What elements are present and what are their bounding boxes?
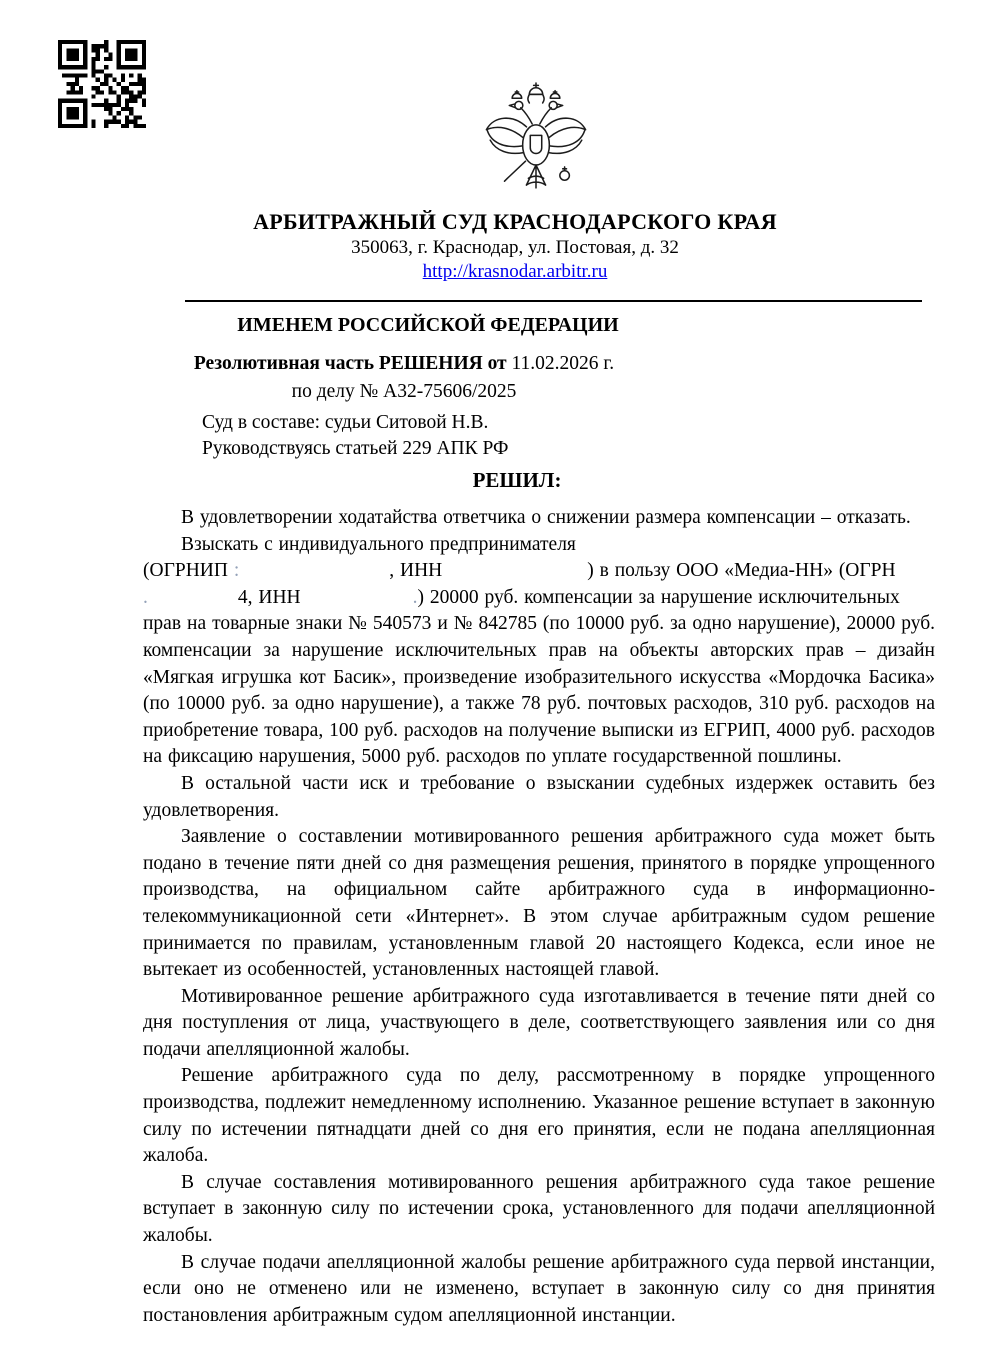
redacted-gap xyxy=(148,602,238,603)
qr-code xyxy=(57,40,147,128)
court-name-heading: АРБИТРАЖНЫЙ СУД КРАСНОДАРСКОГО КРАЯ xyxy=(253,209,777,234)
redacted-gap xyxy=(239,575,389,576)
in-the-name-heading: ИМЕНЕМ РОССИЙСКОЙ ФЕДЕРАЦИИ xyxy=(237,314,619,336)
resolutive-part-date: 11.02.2026 г. xyxy=(506,353,615,374)
paragraph: В удовлетворении ходатайства ответчика о снижении размера компенсации – отказать. xyxy=(181,507,911,528)
paragraph: Взыскать с индивидуального предпринимателя xyxy=(181,533,576,555)
paragraph: прав на товарные знаки № 540573 и № 842785 (по 10000 руб. за одно нарушение), 20000 руб. компенсации за нарушение исключительных прав на объекты авторских прав – дизайн «Мягкая игрушка кот Басик», произведение изобразительного искусства «Мордочка Басика» (по 10000 руб. за одно нарушение), а также 78 руб. почтовых расходов, 310 руб. расходов на приобретение товара, 100 руб. расходов на получение выписки из ЕГРИП, 4000 руб. расходов на фиксацию нарушения, 5000 руб. расходов по уплате государственной пошлины. xyxy=(143,613,935,768)
redacted-gap xyxy=(442,575,587,576)
text-segment: ) в пользу ООО «Медиа-НН» (ОГРН xyxy=(587,560,896,582)
redacted-gap xyxy=(301,602,413,603)
paragraph: Решение арбитражного суда по делу, рассмотренному в порядке упрощенного производства, подлежит немедленному исполнению. Указанное решение вступает в законную силу по истечении пятнадцати дней со дня его принятия, если не подана апелляционная жалоба. xyxy=(143,1065,935,1167)
guided-by-line: Руководствуясь статьей 229 АПК РФ xyxy=(202,438,509,459)
redaction-remnant: . xyxy=(412,586,418,608)
case-number-line: по делу № А32-75606/2025 xyxy=(291,381,517,402)
decision-body xyxy=(143,500,935,1329)
paragraph: Заявление о составлении мотивированного решения арбитражного суда может быть подано в течение пяти дней со дня размещения решения, принятого в порядке упрощенного производства, на официальном сайте арбитражного суда в информационно-телекоммуникационной сети «Интернет». В этом случае арбитражным судом решение принимается по правилам, установленным главой 20 настоящего Кодекса, если иное не вытекает из особенностей, установленных настоящей главой. xyxy=(143,826,935,981)
header-divider-line xyxy=(185,300,922,302)
paragraph: Мотивированное решение арбитражного суда изготавливается в течение пяти дней со дня поступления от лица, участвующего в деле, соответствующего заявления или со дня подачи апелляционной жалобы. xyxy=(143,985,935,1060)
resolutive-part-label: Резолютивная часть РЕШЕНИЯ от xyxy=(193,353,507,374)
paragraph: В остальной части иск и требование о взыскании судебных издержек оставить без удовлетворения. xyxy=(143,772,935,821)
resolutive-part-line xyxy=(143,353,665,375)
decided-heading: РЕШИЛ: xyxy=(472,468,562,492)
text-segment: (ОГРНИП xyxy=(143,560,234,582)
russian-coat-of-arms-icon xyxy=(477,82,595,206)
redaction-remnant: : xyxy=(233,560,240,582)
text-segment: , ИНН xyxy=(389,560,443,582)
paragraph xyxy=(143,558,935,585)
paragraph: В случае составления мотивированного решения арбитражного суда такое решение вступает в законную силу по истечении срока, установленного для подачи апелляционной жалобы. xyxy=(143,1171,935,1247)
paragraph xyxy=(143,585,935,612)
court-composition-line: Суд в составе: судьи Ситовой Н.В. xyxy=(202,412,489,433)
redaction-remnant: . xyxy=(143,586,148,608)
text-segment: 4, ИНН xyxy=(237,586,301,608)
court-address: 350063, г. Краснодар, ул. Постовая, д. 32 xyxy=(351,237,679,258)
paragraph: В случае подачи апелляционной жалобы решение арбитражного суда первой инстанции, если оно не отменено или не изменено, вступает в законную силу со дня принятия постановления арбитражным судом апелляционной инстанции. xyxy=(143,1251,935,1326)
text-segment: ) 20000 руб. компенсации за нарушение исключительных xyxy=(417,586,900,608)
court-website-link[interactable]: http://krasnodar.arbitr.ru xyxy=(422,261,608,282)
court-website-line xyxy=(85,261,945,283)
